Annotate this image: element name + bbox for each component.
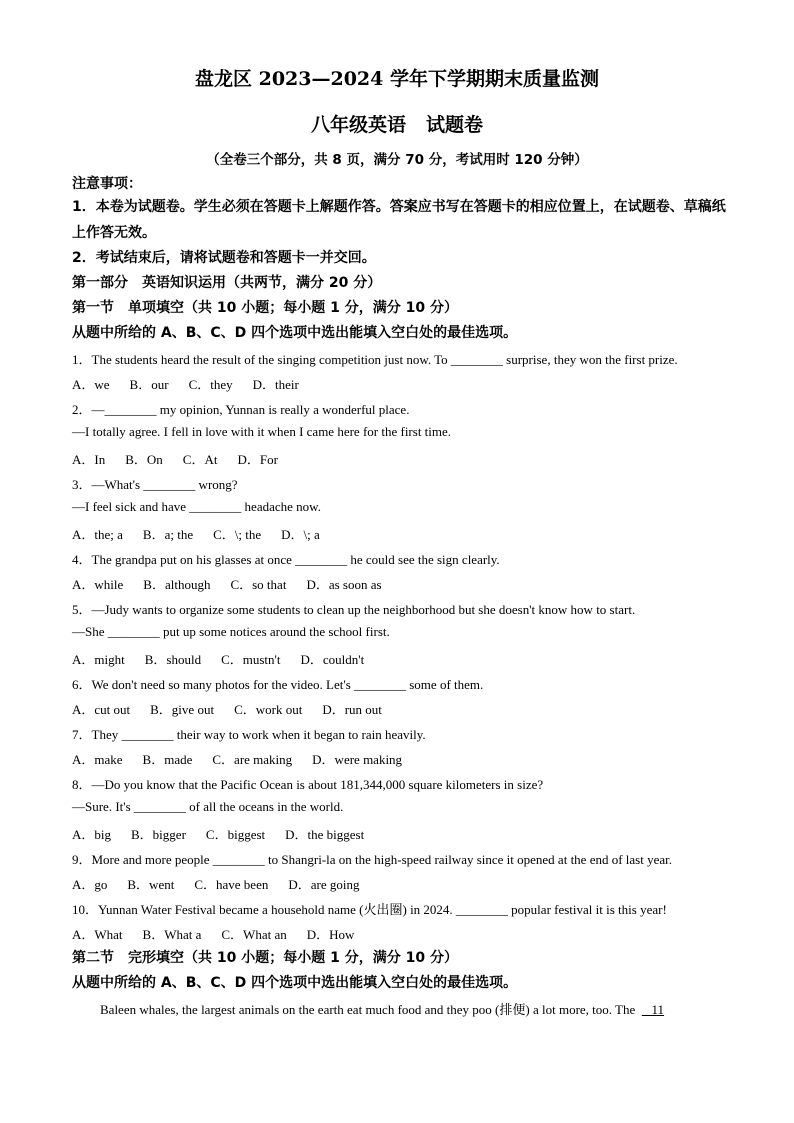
question-7-options xyxy=(72,749,732,768)
option-a: A．go xyxy=(72,877,108,892)
option-d: D．couldn't xyxy=(300,652,365,667)
cloze-passage-text: Baleen whales, the largest animals on the earth eat much food and they poo (排便) a lot more, too. The xyxy=(100,1002,636,1017)
exam-note: （全卷三个部分，共 8 页，满分 70 分，考试用时 120 分钟） xyxy=(206,152,588,168)
option-d: D．How xyxy=(306,927,355,942)
question-2-options xyxy=(72,449,732,468)
option-a: A．big xyxy=(72,827,112,842)
notice-heading: 注意事项： xyxy=(72,176,142,192)
section1-instruction: 从题中所给的 A、B、C、D 四个选项中选出能填入空白处的最佳选项。 xyxy=(72,325,518,341)
option-d: D．\; a xyxy=(281,527,320,542)
question-8-options xyxy=(72,824,732,843)
option-a: A．we xyxy=(72,377,110,392)
option-d: D．run out xyxy=(322,702,382,717)
option-c: C．\; the xyxy=(213,527,262,542)
option-d: D．the biggest xyxy=(285,827,365,842)
section2-instruction: 从题中所给的 A、B、C、D 四个选项中选出能填入空白处的最佳选项。 xyxy=(72,975,518,991)
option-a: A．while xyxy=(72,577,124,592)
question-7-text: 7．They ________ their way to work when it began to rain heavily. xyxy=(72,727,426,742)
question-5-text: 5．—Judy wants to organize some students to clean up the neighborhood but she doesn't know how to start. xyxy=(72,602,636,617)
option-d: D．as soon as xyxy=(306,577,382,592)
option-d: D．were making xyxy=(312,752,403,767)
option-c: C．they xyxy=(188,377,233,392)
question-10-text: 10．Yunnan Water Festival became a household name (火出圈) in 2024. ________ popular festival it is this year! xyxy=(72,902,667,917)
option-a: A．might xyxy=(72,652,125,667)
option-a: A．What xyxy=(72,927,123,942)
option-c: C．What an xyxy=(221,927,287,942)
notice-item-1: 1．本卷为试题卷。学生必须在答题卡上解题作答。答案应书写在答题卡的相应位置上，在试题卷、草稿纸上作答无效。 xyxy=(72,199,726,241)
question-3-options xyxy=(72,524,732,543)
question-3-reply: —I feel sick and have ________ headache now. xyxy=(72,499,321,514)
option-d: D．are going xyxy=(288,877,360,892)
section2-heading: 第二节 完形填空（共 10 小题；每小题 1 分，满分 10 分） xyxy=(72,950,458,966)
question-9-options xyxy=(72,874,732,893)
option-c: C．have been xyxy=(194,877,269,892)
section1-heading: 第一节 单项填空（共 10 小题；每小题 1 分，满分 10 分） xyxy=(72,300,458,316)
question-5-reply: —She ________ put up some notices around the school first. xyxy=(72,624,390,639)
option-c: C．so that xyxy=(230,577,287,592)
option-b: B．went xyxy=(127,877,175,892)
subtitle-paper-type: 试题卷 xyxy=(426,114,484,136)
blank-number-label: 11 xyxy=(651,1002,665,1017)
option-b: B．should xyxy=(144,652,202,667)
option-d: D．their xyxy=(252,377,299,392)
option-b: B．bigger xyxy=(131,827,186,842)
question-1-text: 1．The students heard the result of the singing competition just now. To ________ surprise, they won the first prize. xyxy=(72,352,678,367)
option-a: A．cut out xyxy=(72,702,131,717)
option-c: C．mustn't xyxy=(221,652,281,667)
option-a: A．make xyxy=(72,752,123,767)
question-6-text: 6．We don't need so many photos for the video. Let's ________ some of them. xyxy=(72,677,484,692)
notice-item-2: 2．考试结束后，请将试题卷和答题卡一并交回。 xyxy=(72,250,376,266)
question-1-options xyxy=(72,374,732,393)
question-10-options xyxy=(72,924,732,943)
question-4-text: 4．The grandpa put on his glasses at once ________ he could see the sign clearly. xyxy=(72,552,500,567)
question-9-text: 9．More and more people ________ to Shangri-la on the high-speed railway since it opened at the end of last year. xyxy=(72,852,672,867)
option-b: B．although xyxy=(143,577,211,592)
option-c: C．biggest xyxy=(205,827,266,842)
question-2-reply: —I totally agree. I fell in love with it when I came here for the first time. xyxy=(72,424,452,439)
option-c: C．are making xyxy=(212,752,293,767)
option-a: A．the; a xyxy=(72,527,123,542)
subtitle-grade-subject: 八年级英语 xyxy=(310,114,406,136)
option-b: B．our xyxy=(129,377,169,392)
option-c: C．At xyxy=(182,452,218,467)
question-5-options xyxy=(72,649,732,668)
question-6-options xyxy=(72,699,732,718)
question-8-text: 8．—Do you know that the Pacific Ocean is about 181,344,000 square kilometers in size? xyxy=(72,777,544,792)
exam-title: 盘龙区 2023—2024 学年下学期期末质量监测 xyxy=(195,68,599,90)
part1-heading: 第一部分 英语知识运用（共两节，满分 20 分） xyxy=(72,275,382,291)
option-b: B．give out xyxy=(150,702,215,717)
cloze-passage-start xyxy=(100,999,760,1018)
option-a: A．In xyxy=(72,452,106,467)
question-4-options xyxy=(72,574,732,593)
option-d: D．For xyxy=(237,452,278,467)
option-b: B．a; the xyxy=(142,527,194,542)
option-c: C．work out xyxy=(234,702,303,717)
option-b: B．What a xyxy=(142,927,202,942)
question-8-reply: —Sure. It's ________ of all the oceans in the world. xyxy=(72,799,344,814)
option-b: B．On xyxy=(125,452,163,467)
cloze-blank-number xyxy=(642,1002,664,1017)
option-b: B．made xyxy=(142,752,193,767)
exam-subtitle xyxy=(0,110,794,137)
question-3-text: 3．—What's ________ wrong? xyxy=(72,477,238,492)
question-2-text: 2．—________ my opinion, Yunnan is really a wonderful place. xyxy=(72,402,410,417)
